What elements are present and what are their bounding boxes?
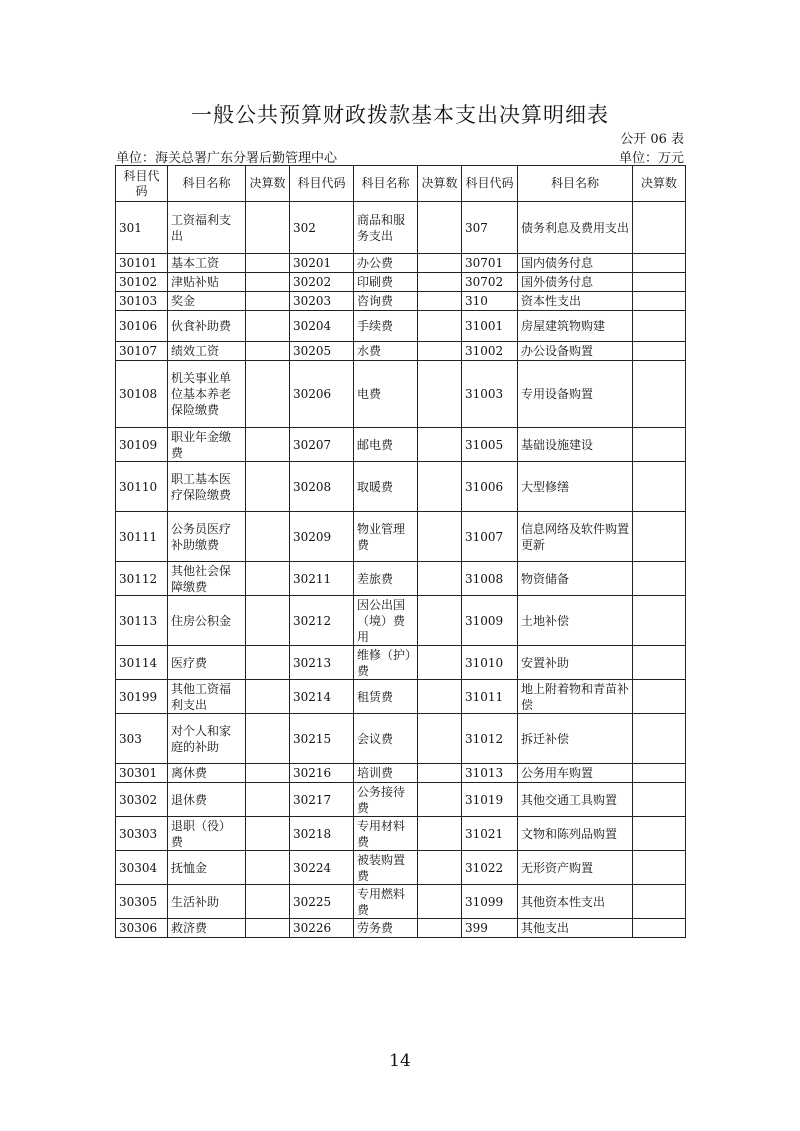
cell-code: 30203 — [290, 292, 354, 311]
cell-code: 301 — [116, 202, 168, 254]
cell-name: 差旅费 — [354, 562, 418, 596]
header-row — [116, 166, 686, 202]
table-row — [116, 292, 686, 311]
cell-name: 生活补助 — [168, 885, 246, 919]
cell-name: 邮电费 — [354, 428, 418, 462]
cell-amount — [246, 273, 290, 292]
cell-code: 30107 — [116, 342, 168, 361]
table-row — [116, 428, 686, 462]
cell-code: 30215 — [290, 714, 354, 764]
cell-code: 30111 — [116, 512, 168, 562]
cell-code: 30108 — [116, 361, 168, 428]
cell-name: 会议费 — [354, 714, 418, 764]
cell-name: 退职（役）费 — [168, 817, 246, 851]
cell-name: 退休费 — [168, 783, 246, 817]
cell-amount — [418, 311, 462, 342]
cell-name: 商品和服务支出 — [354, 202, 418, 254]
cell-code: 30101 — [116, 254, 168, 273]
cell-code: 303 — [116, 714, 168, 764]
cell-amount — [418, 783, 462, 817]
cell-amount — [246, 764, 290, 783]
table-row — [116, 273, 686, 292]
cell-name: 劳务费 — [354, 919, 418, 938]
cell-name: 职工基本医疗保险缴费 — [168, 462, 246, 512]
table-row — [116, 885, 686, 919]
cell-amount — [246, 361, 290, 428]
cell-code: 30217 — [290, 783, 354, 817]
cell-code: 30205 — [290, 342, 354, 361]
cell-name: 物业管理费 — [354, 512, 418, 562]
cell-amount — [246, 342, 290, 361]
cell-code: 30226 — [290, 919, 354, 938]
table-row — [116, 254, 686, 273]
cell-name: 国外债务付息 — [518, 273, 633, 292]
cell-code: 310 — [462, 292, 518, 311]
cell-name: 租赁费 — [354, 680, 418, 714]
cell-amount — [418, 512, 462, 562]
cell-amount — [418, 714, 462, 764]
cell-name: 奖金 — [168, 292, 246, 311]
cell-code: 30305 — [116, 885, 168, 919]
cell-name: 医疗费 — [168, 646, 246, 680]
cell-amount — [633, 885, 686, 919]
table-row — [116, 646, 686, 680]
table-row — [116, 783, 686, 817]
table-row — [116, 851, 686, 885]
cell-code: 30114 — [116, 646, 168, 680]
cell-name: 其他资本性支出 — [518, 885, 633, 919]
cell-amount — [246, 254, 290, 273]
currency-unit-label: 单位：万元 — [618, 151, 684, 166]
cell-name: 咨询费 — [354, 292, 418, 311]
form-number: 公开 06 表 — [620, 132, 684, 147]
cell-code: 31006 — [462, 462, 518, 512]
cell-amount — [633, 680, 686, 714]
cell-amount — [246, 292, 290, 311]
cell-code: 30199 — [116, 680, 168, 714]
cell-code: 31007 — [462, 512, 518, 562]
cell-code: 30302 — [116, 783, 168, 817]
cell-amount — [633, 783, 686, 817]
cell-name: 文物和陈列品购置 — [518, 817, 633, 851]
cell-amount — [418, 646, 462, 680]
cell-name: 取暖费 — [354, 462, 418, 512]
cell-name: 专用材料费 — [354, 817, 418, 851]
cell-code: 30112 — [116, 562, 168, 596]
cell-amount — [246, 817, 290, 851]
cell-code: 30212 — [290, 596, 354, 646]
cell-code: 30109 — [116, 428, 168, 462]
cell-code: 30218 — [290, 817, 354, 851]
cell-name: 其他社会保障缴费 — [168, 562, 246, 596]
cell-amount — [418, 342, 462, 361]
cell-amount — [418, 885, 462, 919]
cell-amount — [418, 254, 462, 273]
cell-code: 30214 — [290, 680, 354, 714]
cell-amount — [418, 202, 462, 254]
cell-amount — [418, 428, 462, 462]
cell-name: 抚恤金 — [168, 851, 246, 885]
cell-amount — [633, 202, 686, 254]
cell-code: 30301 — [116, 764, 168, 783]
cell-code: 30216 — [290, 764, 354, 783]
cell-amount — [246, 428, 290, 462]
cell-amount — [418, 462, 462, 512]
cell-amount — [418, 764, 462, 783]
cell-name: 办公设备购置 — [518, 342, 633, 361]
cell-code: 30306 — [116, 919, 168, 938]
cell-code: 30106 — [116, 311, 168, 342]
cell-amount — [418, 292, 462, 311]
table-row — [116, 202, 686, 254]
cell-code: 302 — [290, 202, 354, 254]
cell-name: 对个人和家庭的补助 — [168, 714, 246, 764]
cell-code: 30102 — [116, 273, 168, 292]
cell-name: 手续费 — [354, 311, 418, 342]
cell-code: 31001 — [462, 311, 518, 342]
cell-code: 31005 — [462, 428, 518, 462]
table-row — [116, 817, 686, 851]
cell-name: 津贴补贴 — [168, 273, 246, 292]
cell-amount — [246, 851, 290, 885]
cell-name: 物资储备 — [518, 562, 633, 596]
cell-amount — [633, 851, 686, 885]
header-amount: 决算数 — [633, 166, 686, 202]
cell-name: 安置补助 — [518, 646, 633, 680]
cell-code: 31019 — [462, 783, 518, 817]
cell-name: 公务员医疗补助缴费 — [168, 512, 246, 562]
cell-code: 31002 — [462, 342, 518, 361]
cell-amount — [246, 783, 290, 817]
cell-amount — [418, 596, 462, 646]
cell-amount — [633, 817, 686, 851]
cell-amount — [418, 680, 462, 714]
cell-amount — [633, 512, 686, 562]
table-row — [116, 919, 686, 938]
cell-name: 大型修缮 — [518, 462, 633, 512]
page-title: 一般公共预算财政拨款基本支出决算明细表 — [191, 103, 609, 127]
cell-amount — [418, 361, 462, 428]
header-amount: 决算数 — [418, 166, 462, 202]
cell-code: 307 — [462, 202, 518, 254]
cell-code: 30211 — [290, 562, 354, 596]
cell-amount — [246, 646, 290, 680]
cell-amount — [633, 311, 686, 342]
cell-code: 30110 — [116, 462, 168, 512]
header-name: 科目名称 — [168, 166, 246, 202]
table-row — [116, 714, 686, 764]
table-row — [116, 764, 686, 783]
cell-code: 31010 — [462, 646, 518, 680]
cell-amount — [633, 596, 686, 646]
cell-code: 31021 — [462, 817, 518, 851]
cell-amount — [633, 292, 686, 311]
cell-name: 因公出国（境）费用 — [354, 596, 418, 646]
cell-code: 31009 — [462, 596, 518, 646]
cell-amount — [418, 273, 462, 292]
cell-amount — [633, 428, 686, 462]
header-code: 科目代码 — [290, 166, 354, 202]
cell-name: 被装购置费 — [354, 851, 418, 885]
header-name: 科目名称 — [354, 166, 418, 202]
cell-amount — [246, 714, 290, 764]
cell-code: 30225 — [290, 885, 354, 919]
cell-name: 基本工资 — [168, 254, 246, 273]
cell-amount — [246, 885, 290, 919]
cell-amount — [633, 273, 686, 292]
table-row — [116, 462, 686, 512]
cell-code: 31008 — [462, 562, 518, 596]
cell-name: 拆迁补偿 — [518, 714, 633, 764]
cell-code: 31011 — [462, 680, 518, 714]
cell-code: 30113 — [116, 596, 168, 646]
cell-code: 31022 — [462, 851, 518, 885]
cell-amount — [633, 342, 686, 361]
cell-name: 电费 — [354, 361, 418, 428]
cell-amount — [633, 254, 686, 273]
cell-amount — [418, 817, 462, 851]
cell-name: 债务利息及费用支出 — [518, 202, 633, 254]
cell-name: 公务接待费 — [354, 783, 418, 817]
header-code: 科目代码 — [116, 166, 168, 202]
cell-name: 其他支出 — [518, 919, 633, 938]
page-number: 14 — [389, 1051, 411, 1071]
cell-name: 办公费 — [354, 254, 418, 273]
cell-amount — [418, 851, 462, 885]
cell-name: 救济费 — [168, 919, 246, 938]
cell-name: 国内债务付息 — [518, 254, 633, 273]
cell-amount — [246, 919, 290, 938]
table-row — [116, 342, 686, 361]
cell-name: 住房公积金 — [168, 596, 246, 646]
cell-code: 30202 — [290, 273, 354, 292]
cell-code: 30702 — [462, 273, 518, 292]
cell-code: 31003 — [462, 361, 518, 428]
cell-code: 30224 — [290, 851, 354, 885]
table-row — [116, 361, 686, 428]
table-row — [116, 512, 686, 562]
cell-name: 无形资产购置 — [518, 851, 633, 885]
cell-code: 30209 — [290, 512, 354, 562]
cell-name: 信息网络及软件购置更新 — [518, 512, 633, 562]
cell-name: 伙食补助费 — [168, 311, 246, 342]
cell-name: 基础设施建设 — [518, 428, 633, 462]
cell-amount — [246, 462, 290, 512]
cell-amount — [633, 714, 686, 764]
cell-name: 地上附着物和青苗补偿 — [518, 680, 633, 714]
cell-name: 土地补偿 — [518, 596, 633, 646]
cell-name: 其他工资福利支出 — [168, 680, 246, 714]
cell-code: 31012 — [462, 714, 518, 764]
cell-amount — [418, 919, 462, 938]
cell-amount — [633, 764, 686, 783]
cell-code: 30213 — [290, 646, 354, 680]
cell-code: 30304 — [116, 851, 168, 885]
header-code: 科目代码 — [462, 166, 518, 202]
cell-code: 399 — [462, 919, 518, 938]
cell-name: 公务用车购置 — [518, 764, 633, 783]
cell-amount — [246, 311, 290, 342]
cell-amount — [633, 462, 686, 512]
cell-code: 30303 — [116, 817, 168, 851]
cell-name: 机关事业单位基本养老保险缴费 — [168, 361, 246, 428]
cell-name: 印刷费 — [354, 273, 418, 292]
cell-amount — [633, 646, 686, 680]
cell-code: 30207 — [290, 428, 354, 462]
cell-name: 其他交通工具购置 — [518, 783, 633, 817]
cell-amount — [246, 680, 290, 714]
cell-amount — [246, 202, 290, 254]
cell-name: 维修（护）费 — [354, 646, 418, 680]
cell-name: 职业年金缴费 — [168, 428, 246, 462]
table-row — [116, 680, 686, 714]
cell-name: 培训费 — [354, 764, 418, 783]
cell-amount — [633, 562, 686, 596]
header-name: 科目名称 — [518, 166, 633, 202]
cell-code: 30701 — [462, 254, 518, 273]
table-row — [116, 311, 686, 342]
cell-code: 30204 — [290, 311, 354, 342]
unit-label: 单位：海关总署广东分署后勤管理中心 — [116, 151, 338, 166]
cell-name: 资本性支出 — [518, 292, 633, 311]
cell-name: 工资福利支出 — [168, 202, 246, 254]
cell-code: 30201 — [290, 254, 354, 273]
cell-amount — [633, 361, 686, 428]
cell-amount — [633, 919, 686, 938]
expenditure-detail-table — [115, 165, 686, 938]
cell-name: 专用燃料费 — [354, 885, 418, 919]
header-amount: 决算数 — [246, 166, 290, 202]
cell-name: 离休费 — [168, 764, 246, 783]
cell-name: 专用设备购置 — [518, 361, 633, 428]
cell-code: 31013 — [462, 764, 518, 783]
table-row — [116, 562, 686, 596]
cell-amount — [246, 596, 290, 646]
cell-amount — [418, 562, 462, 596]
table-row — [116, 596, 686, 646]
cell-name: 绩效工资 — [168, 342, 246, 361]
cell-name: 房屋建筑物购建 — [518, 311, 633, 342]
cell-name: 水费 — [354, 342, 418, 361]
cell-amount — [246, 562, 290, 596]
cell-code: 31099 — [462, 885, 518, 919]
cell-code: 30103 — [116, 292, 168, 311]
cell-code: 30208 — [290, 462, 354, 512]
cell-code: 30206 — [290, 361, 354, 428]
cell-amount — [246, 512, 290, 562]
